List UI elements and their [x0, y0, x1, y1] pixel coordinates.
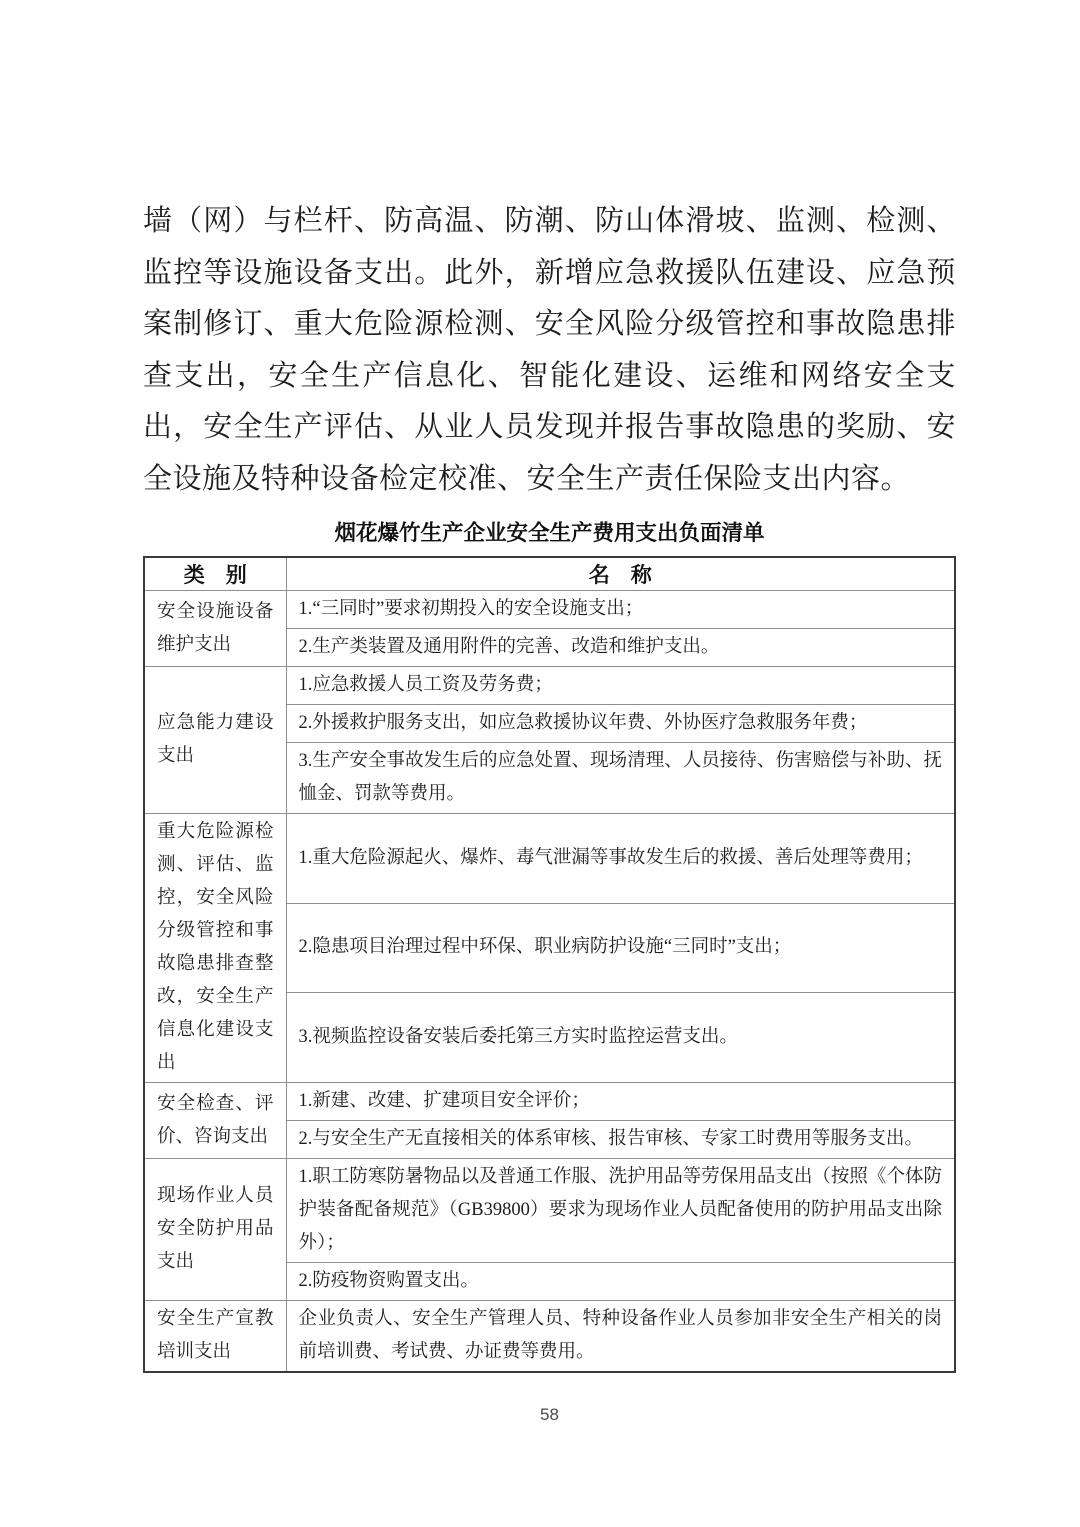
table-row — [144, 667, 955, 705]
table-row — [144, 591, 955, 629]
item-cell: 3.视频监控设备安装后委托第三方实时监控运营支出。 — [286, 993, 955, 1083]
category-cell: 重大危险源检测、评估、监控，安全风险分级管控和事故隐患排查整改，安全生产信息化建设支出 — [144, 814, 286, 1083]
item-cell: 3.生产安全事故发生后的应急处置、现场清理、人员接待、伤害赔偿与补助、抚恤金、罚款等费用。 — [286, 743, 955, 814]
item-cell: 2.外援救护服务支出，如应急救援协议年费、外协医疗急救服务年费； — [286, 705, 955, 743]
table-row — [144, 1083, 955, 1121]
item-cell: 1.职工防寒防暑物品以及普通工作服、洗护用品等劳保用品支出（按照《个体防护装备配备规范》（GB39800）要求为现场作业人员配备使用的防护用品支出除外）； — [286, 1159, 955, 1263]
category-cell: 应急能力建设支出 — [144, 667, 286, 814]
item-cell: 2.隐患项目治理过程中环保、职业病防护设施“三同时”支出； — [286, 903, 955, 993]
item-cell: 企业负责人、安全生产管理人员、特种设备作业人员参加非安全生产相关的岗前培训费、考试费、办证费等费用。 — [286, 1301, 955, 1373]
table-row — [144, 1159, 955, 1263]
category-cell: 现场作业人员安全防护用品支出 — [144, 1159, 286, 1301]
item-cell: 1.新建、改建、扩建项目安全评价； — [286, 1083, 955, 1121]
item-cell: 1.应急救援人员工资及劳务费； — [286, 667, 955, 705]
table-row — [144, 1301, 955, 1373]
category-cell: 安全生产宣教培训支出 — [144, 1301, 286, 1373]
table-title: 烟花爆竹生产企业安全生产费用支出负面清单 — [334, 521, 765, 545]
negative-list-table — [143, 556, 956, 1373]
table-row — [144, 814, 955, 904]
body-paragraph: 墙（网）与栏杆、防高温、防潮、防山体滑坡、监测、检测、监控等设施设备支出。此外，新增应急救援队伍建设、应急预案制修订、重大危险源检测、安全风险分级管控和事故隐患排查支出，安全生产信息化、智能化建设、运维和网络安全支出，安全生产评估、从业人员发现并报告事故隐患的奖励、安全设施及特种设备检定校准、安全生产责任保险支出内容。 — [143, 205, 956, 495]
item-cell: 2.与安全生产无直接相关的体系审核、报告审核、专家工时费用等服务支出。 — [286, 1121, 955, 1159]
item-cell: 2.生产类装置及通用附件的完善、改造和维护支出。 — [286, 629, 955, 667]
item-cell: 1.重大危险源起火、爆炸、毒气泄漏等事故发生后的救援、善后处理等费用； — [286, 814, 955, 904]
header-category: 类 别 — [144, 557, 286, 591]
page-number: 58 — [540, 1405, 559, 1424]
item-cell: 2.防疫物资购置支出。 — [286, 1263, 955, 1301]
document-page — [143, 196, 956, 1425]
item-cell: 1.“三同时”要求初期投入的安全设施支出； — [286, 591, 955, 629]
header-name: 名 称 — [286, 557, 955, 591]
category-cell: 安全检查、评价、咨询支出 — [144, 1083, 286, 1159]
table-header-row — [144, 557, 955, 591]
category-cell: 安全设施设备维护支出 — [144, 591, 286, 667]
